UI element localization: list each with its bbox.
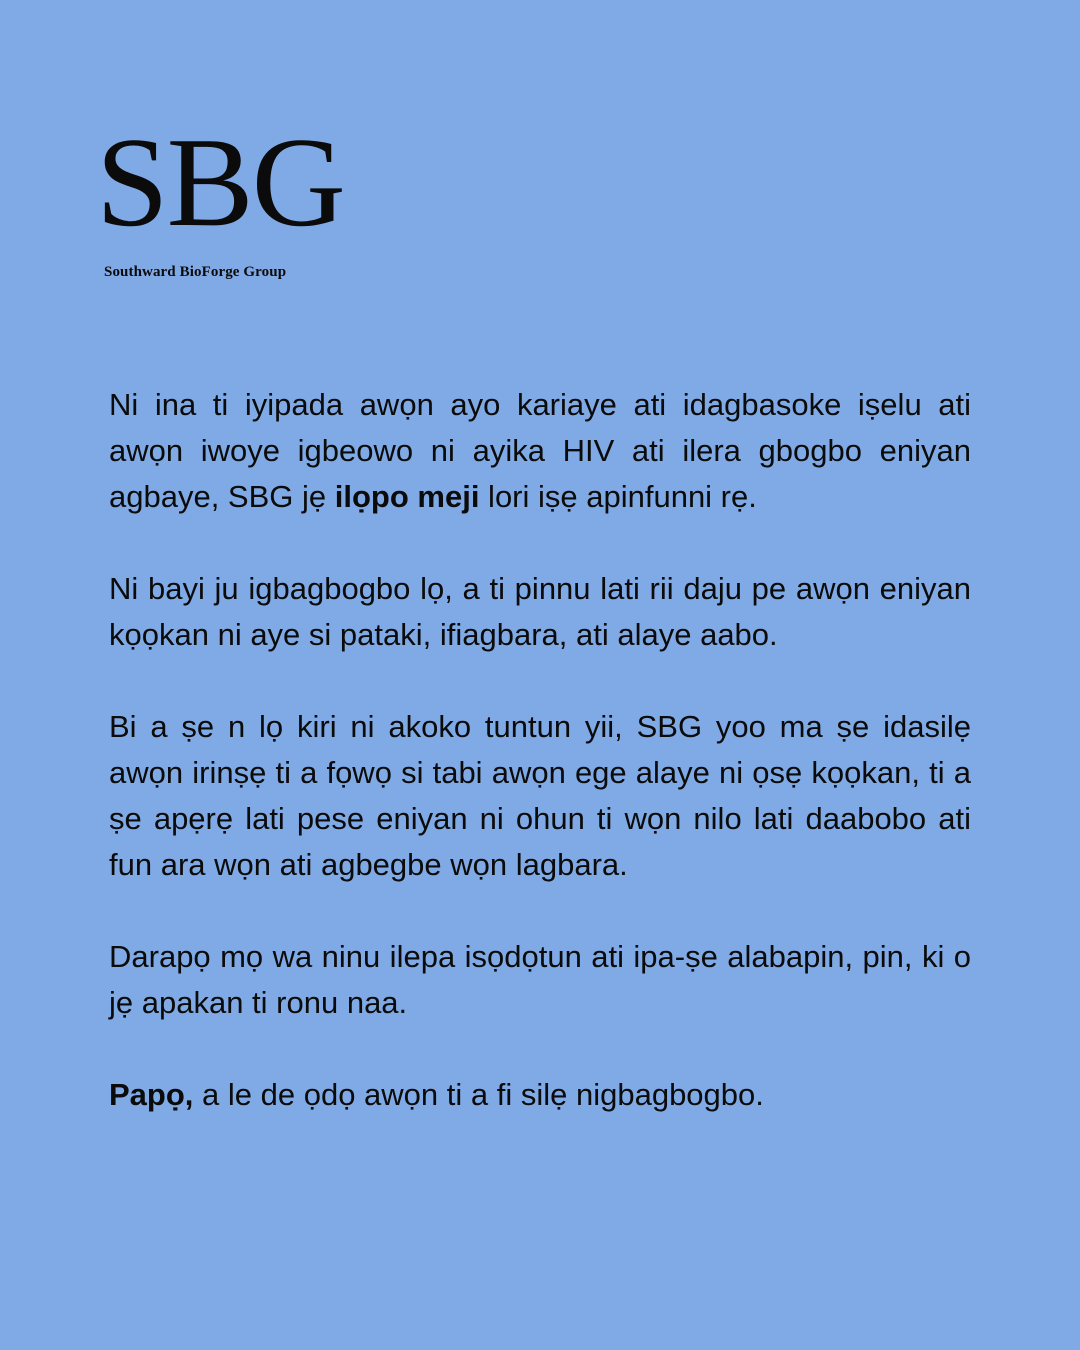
paragraph-4: Darapọ mọ wa ninu ilepa isọdọtun ati ipa-ṣe alabapin, pin, ki o jẹ apakan ti ronu naa. bbox=[109, 939, 971, 1020]
paragraph-5-emphasis: Papọ, bbox=[109, 1077, 194, 1112]
paragraph-1 bbox=[109, 382, 971, 520]
paragraph-1-end: lori iṣẹ apinfunni rẹ. bbox=[479, 479, 757, 514]
logo bbox=[96, 111, 344, 281]
logo-mark: SBG bbox=[96, 111, 344, 253]
paragraph-5-text: a le de ọdọ awọn ti a fi silẹ nigbagbogbo. bbox=[193, 1077, 764, 1112]
paragraph-1-emphasis: ilọpo meji bbox=[334, 479, 480, 514]
paragraph-3: Bi a ṣe n lọ kiri ni akoko tuntun yii, SBG yoo ma ṣe idasilẹ awọn irinṣẹ ti a fọwọ si tabi awọn ege alaye ni ọsẹ kọọkan, ti a ṣe apẹrẹ lati pese eniyan ni ohun ti wọn nilo lati daabobo ati fun ara wọn ati agbegbe wọn lagbara. bbox=[109, 709, 971, 882]
logo-company-name: Southward BioForge Group bbox=[104, 264, 287, 280]
paragraph-5 bbox=[109, 1072, 971, 1118]
paragraph-1-text: Ni ina ti iyipada awọn ayo kariaye ati idagbasoke iṣelu ati awọn iwoye igbeowo ni ayika HIV ati ilera gbogbo eniyan agbaye, SBG jẹ bbox=[109, 387, 971, 514]
message-body bbox=[109, 382, 971, 1164]
paragraph-2: Ni bayi ju igbagbogbo lọ, a ti pinnu lati rii daju pe awọn eniyan kọọkan ni aye si pataki, ifiagbara, ati alaye aabo. bbox=[109, 571, 971, 652]
